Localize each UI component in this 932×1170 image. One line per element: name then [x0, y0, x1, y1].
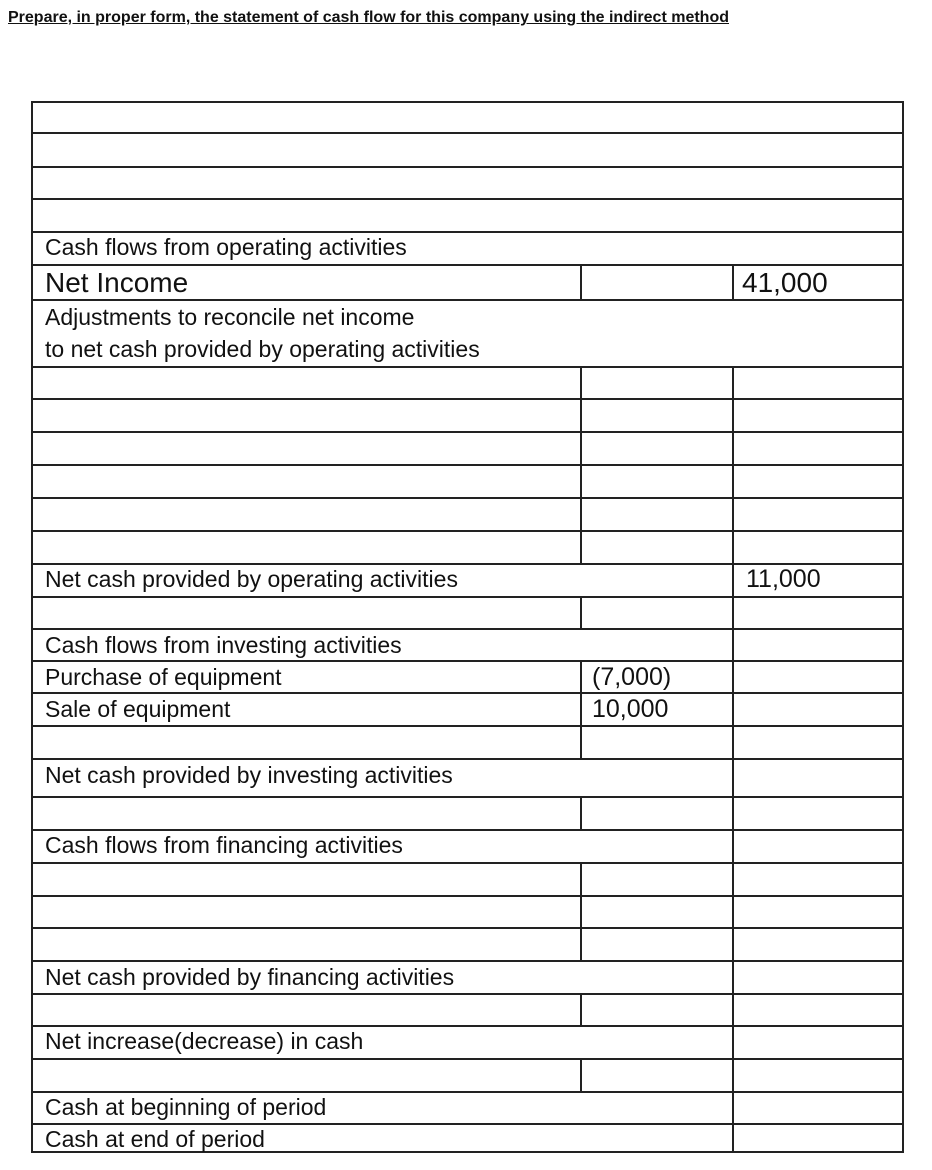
adjustments-line-1: Adjustments to reconcile net income: [45, 304, 415, 330]
row-divider: [31, 198, 904, 200]
net-income-label: Net Income: [45, 267, 189, 298]
column-divider: [732, 264, 734, 300]
column-divider: [732, 1091, 734, 1153]
cash-end-label: Cash at end of period: [45, 1126, 265, 1152]
row-divider: [31, 366, 904, 368]
row-divider: [31, 692, 904, 694]
investing-heading: Cash flows from investing activities: [45, 632, 402, 658]
net-income-value: 41,000: [742, 267, 828, 298]
column-divider: [580, 796, 582, 830]
row-divider: [31, 895, 904, 897]
row-divider: [31, 398, 904, 400]
net-cash-investing-label: Net cash provided by investing activities: [45, 762, 453, 788]
column-divider: [580, 366, 582, 564]
instruction-title: Prepare, in proper form, the statement of cash flow for this company using the indirect method: [8, 9, 729, 26]
row-divider: [31, 431, 904, 433]
row-divider: [31, 960, 904, 962]
financing-heading: Cash flows from financing activities: [45, 832, 403, 858]
column-divider: [732, 366, 734, 1153]
row-divider: [31, 1058, 904, 1060]
purchase-equipment-value: (7,000): [592, 663, 672, 691]
sale-equipment-value: 10,000: [592, 695, 669, 723]
row-divider: [31, 497, 904, 499]
column-divider: [580, 862, 582, 961]
purchase-equipment-label: Purchase of equipment: [45, 664, 282, 690]
column-divider: [580, 660, 582, 759]
row-divider: [31, 862, 904, 864]
row-divider: [31, 660, 904, 662]
net-increase-label: Net increase(decrease) in cash: [45, 1028, 364, 1054]
cash-beginning-label: Cash at beginning of period: [45, 1094, 327, 1120]
row-divider: [31, 299, 904, 301]
column-divider: [580, 264, 582, 300]
column-divider: [580, 596, 582, 629]
row-divider: [31, 725, 904, 727]
row-divider: [31, 628, 904, 630]
row-divider: [31, 596, 904, 598]
row-divider: [31, 464, 904, 466]
row-divider: [31, 530, 904, 532]
row-divider: [31, 796, 904, 798]
row-divider: [31, 993, 904, 995]
operating-heading: Cash flows from operating activities: [45, 234, 407, 260]
column-divider: [580, 1058, 582, 1092]
row-divider: [31, 758, 904, 760]
net-cash-operating-value: 11,000: [746, 565, 821, 593]
sale-equipment-label: Sale of equipment: [45, 696, 231, 722]
adjustments-line-2: to net cash provided by operating activities: [45, 336, 480, 362]
row-divider: [31, 166, 904, 168]
column-divider: [580, 993, 582, 1026]
row-divider: [31, 264, 904, 266]
net-cash-financing-label: Net cash provided by financing activities: [45, 964, 455, 990]
row-divider: [31, 132, 904, 134]
net-cash-operating-label: Net cash provided by operating activities: [45, 566, 458, 592]
row-divider: [31, 927, 904, 929]
